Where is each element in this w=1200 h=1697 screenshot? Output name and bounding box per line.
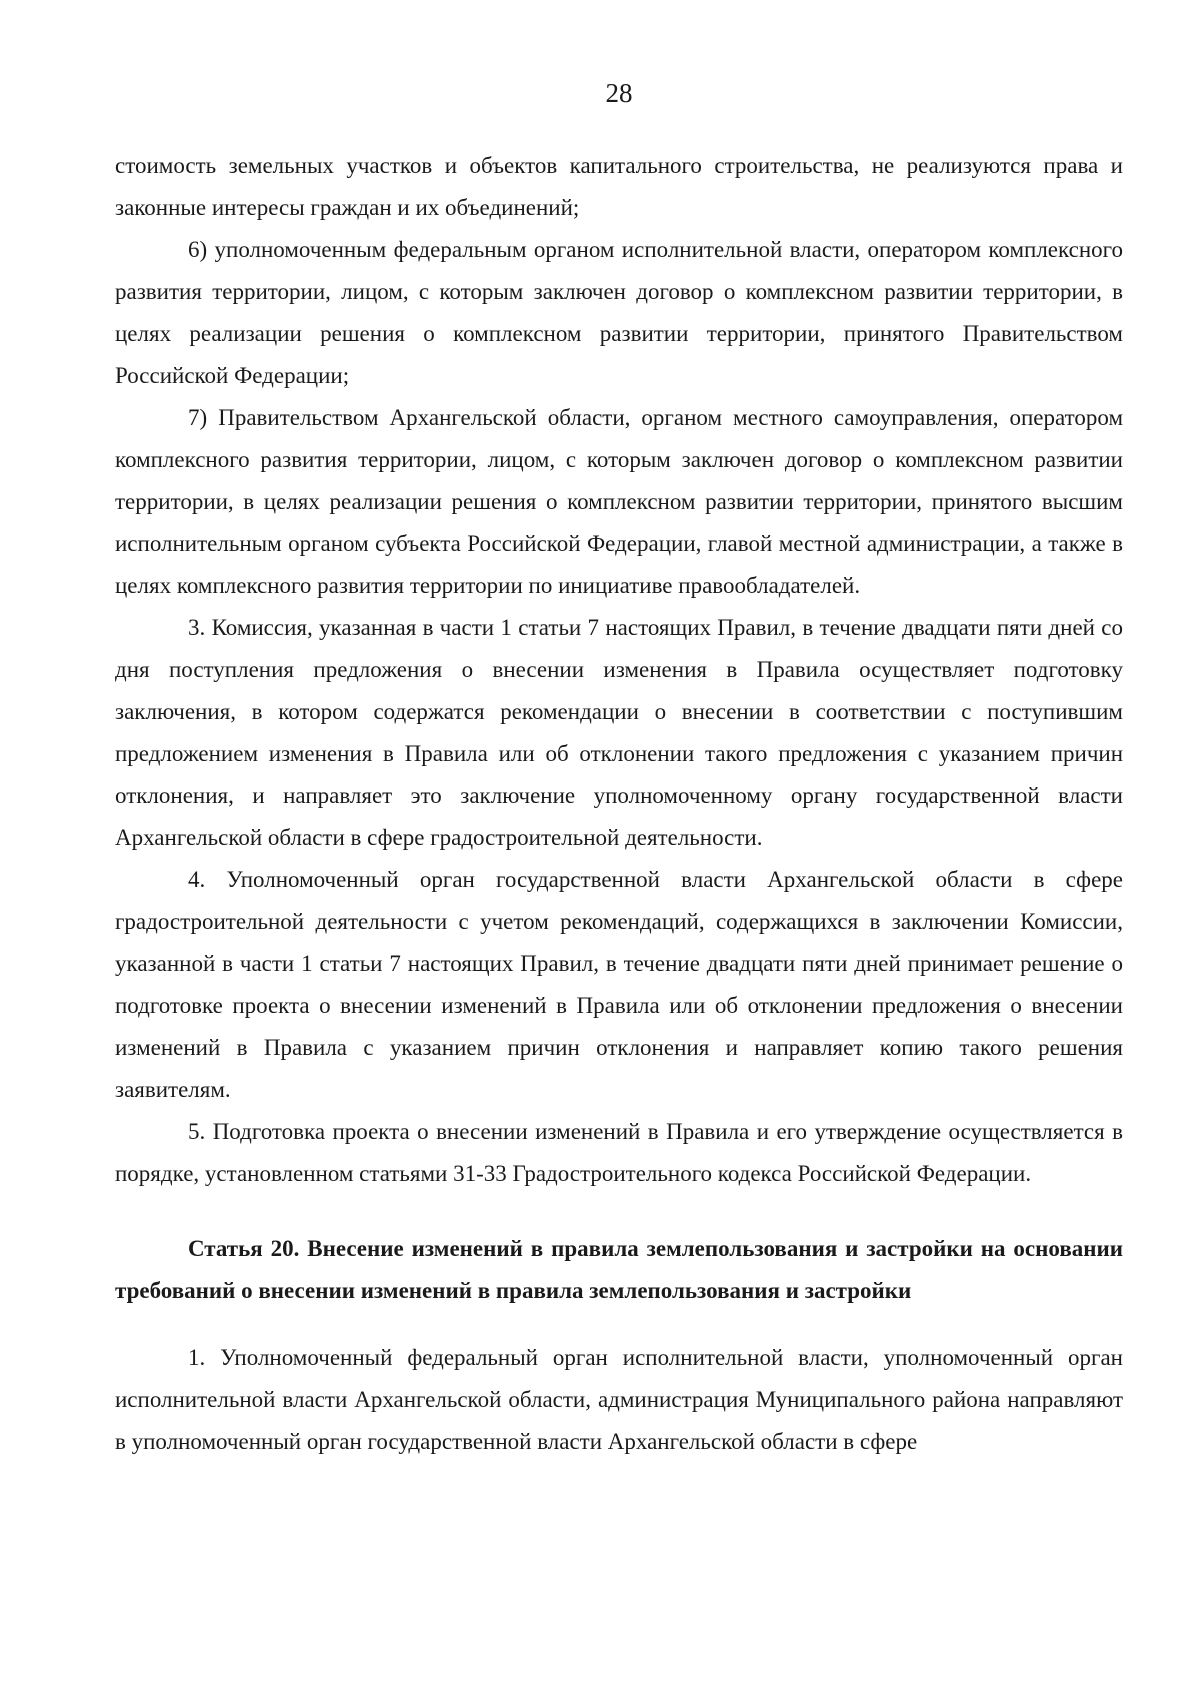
paragraph-item-7: 7) Правительством Архангельской области, органом местного самоуправления, оператором комплексного развития территории, лицом, с которым заключен договор о комплексном развитии территории, в целях реализации решения о комплексном развитии территории, принятого высшим исполнительным органом субъекта Российской Федерации, главой местной администрации, а также в целях комплексного развития территории по инициативе правообладателей. xyxy=(115,405,1123,598)
article-20-heading: Статья 20. Внесение изменений в правила землепользования и застройки на основании требований о внесении изменений в правила землепользования и застройки xyxy=(115,1236,1123,1303)
paragraph-point-4: 4. Уполномоченный орган государственной власти Архангельской области в сфере градостроительной деятельности с учетом рекомендаций, содержащихся в заключении Комиссии, указанной в части 1 статьи 7 настоящих Правил, в течение двадцати пяти дней принимает решение о подготовке проекта о внесении изменений в Правила или об отклонении предложения о внесении изменений в Правила с указанием причин отклонения и направляет копию такого решения заявителям. xyxy=(115,867,1123,1102)
paragraph-point-3: 3. Комиссия, указанная в части 1 статьи 7 настоящих Правил, в течение двадцати пяти дней со дня поступления предложения о внесении изменения в Правила осуществляет подготовку заключения, в котором содержатся рекомендации о внесении в соответствии с поступившим предложением изменения в Правила или об отклонении такого предложения с указанием причин отклонения, и направляет это заключение уполномоченному органу государственной власти Архангельской области в сфере градостроительной деятельности. xyxy=(115,615,1123,850)
paragraph-continuation: стоимость земельных участков и объектов капитального строительства, не реализуются права и законные интересы граждан и их объединений; xyxy=(115,153,1123,220)
page-number: 28 xyxy=(605,78,633,108)
document-page xyxy=(115,78,1123,1463)
paragraph-item-6: 6) уполномоченным федеральным органом исполнительной власти, оператором комплексного развития территории, лицом, с которым заключен договор о комплексном развитии территории, в целях реализации решения о комплексном развитии территории, принятого Правительством Российской Федерации; xyxy=(115,237,1123,388)
paragraph-point-5: 5. Подготовка проекта о внесении изменений в Правила и его утверждение осуществляется в порядке, установленном статьями 31-33 Градостроительного кодекса Российской Федерации. xyxy=(115,1119,1123,1186)
article-20-paragraph-1: 1. Уполномоченный федеральный орган исполнительной власти, уполномоченный орган исполнительной власти Архангельской области, администрация Муниципального района направляют в уполномоченный орган государственной власти Архангельской области в сфере xyxy=(115,1345,1123,1454)
